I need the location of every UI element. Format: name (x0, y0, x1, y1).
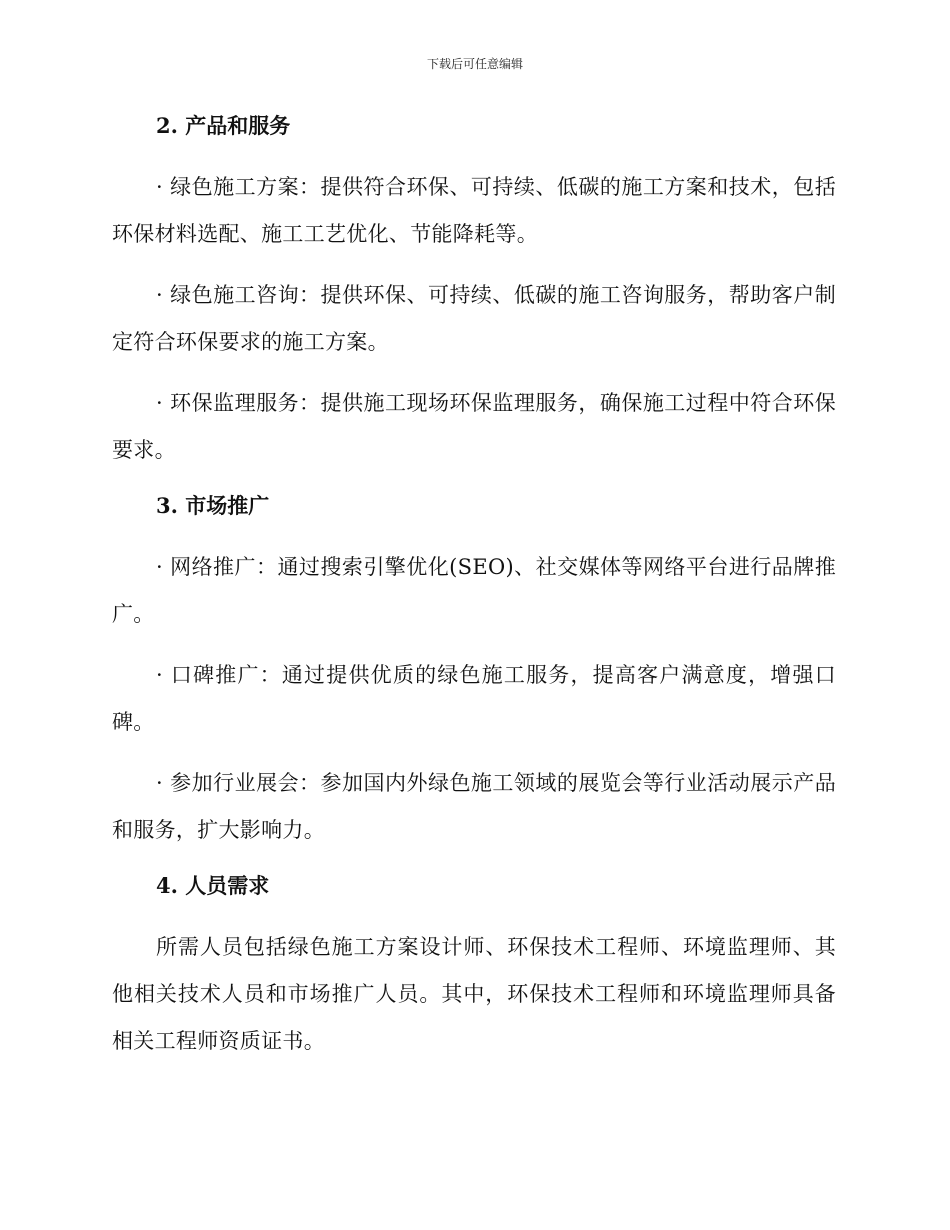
section-heading: 3. 市场推广 (156, 493, 270, 518)
section-heading: 2. 产品和服务 (156, 113, 291, 138)
section-products-services (112, 108, 836, 474)
paragraph: · 口碑推广：通过提供优质的绿色施工服务，提高客户满意度，增强口碑。 (112, 663, 836, 734)
document-body (112, 108, 836, 1075)
header-note: 下载后可任意编辑 (426, 57, 523, 71)
paragraph: · 环保监理服务：提供施工现场环保监理服务，确保施工过程中符合环保要求。 (112, 391, 836, 462)
section-marketing (112, 488, 836, 854)
section-heading: 4. 人员需求 (156, 873, 270, 898)
paragraph: 所需人员包括绿色施工方案设计师、环保技术工程师、环境监理师、其他相关技术人员和市场推广人员。其中，环保技术工程师和环境监理师具备相关工程师资质证书。 (112, 935, 836, 1053)
section-staffing (112, 868, 836, 1065)
paragraph: · 绿色施工方案：提供符合环保、可持续、低碳的施工方案和技术，包括环保材料选配、施工工艺优化、节能降耗等。 (112, 175, 836, 246)
paragraph: · 绿色施工咨询：提供环保、可持续、低碳的施工咨询服务，帮助客户制定符合环保要求的施工方案。 (112, 283, 836, 354)
paragraph: · 参加行业展会：参加国内外绿色施工领域的展览会等行业活动展示产品和服务，扩大影响力。 (112, 771, 836, 842)
paragraph: · 网络推广：通过搜索引擎优化(SEO)、社交媒体等网络平台进行品牌推广。 (112, 555, 836, 626)
